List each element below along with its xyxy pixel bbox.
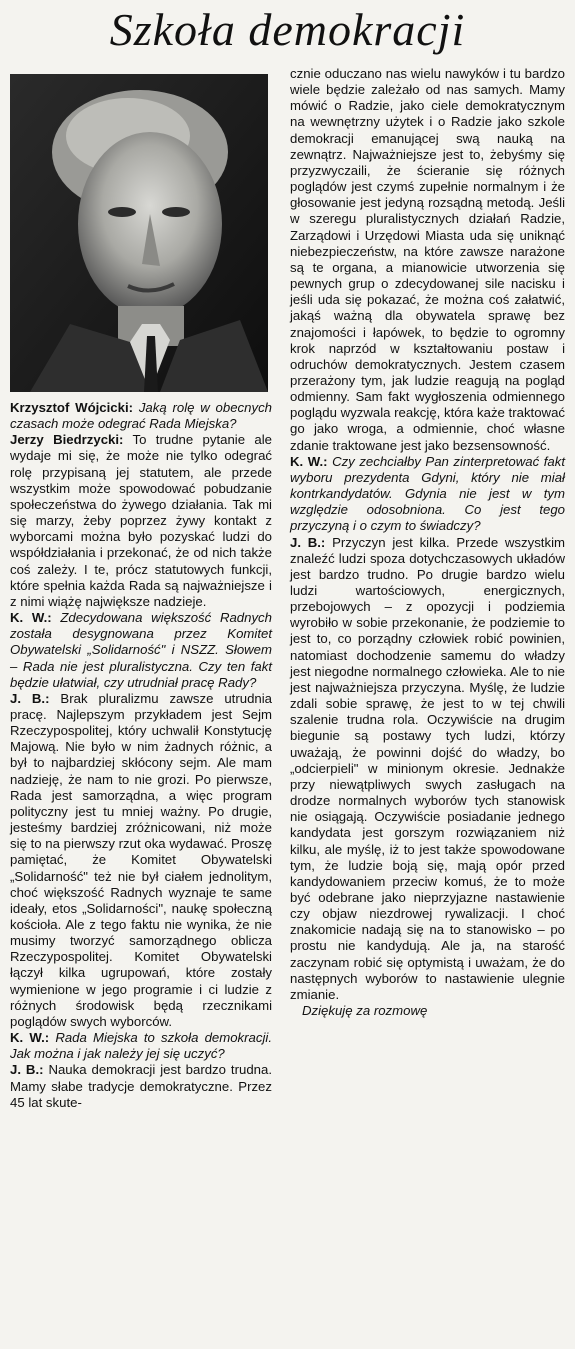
- speaker-label: J. B.:: [10, 690, 50, 706]
- interview-paragraph: [10, 1030, 272, 1062]
- article-column-right: [290, 66, 565, 1019]
- interview-paragraph: [10, 400, 272, 432]
- speaker-label: K. W.:: [290, 453, 328, 469]
- portrait-illustration: [10, 74, 268, 392]
- speaker-label: K. W.:: [10, 1030, 50, 1046]
- interview-answer: Brak pluralizmu zawsze utrudnia pracę. Najlepszym przykładem jest Sejm Rzeczypospolitej, który uchwalił Konstytucję Majową. Nie było w nim żadnych różnic, a był to najbardziej skłócony sejm. Ale mam nadzieję, że nam to nie grozi. Po pierwsze, Rada jest samorządna, a więc program polityczny jest tu mniej ważny. Po drugie, jesteśmy bardziej zróżnicowani, niż może się to na pierwszy rzut oka wydawać. Proszę pamiętać, że Komitet Obywatelski „Solidarność" też nie był ciałem jednolitym, choć większość Radnych wyznaje te same ideały, etos „Solidarności", naukę społeczną kościoła. Ale z tego faktu nie wynika, że nie musimy tworzyć samorządnego oblicza Rzeczypospolitej. Komitet Obywatelski łączył kilka ugrupowań, które zostały wymienione w jego programie i ci ludzie z różnych środowisk będą rzecznikami poglądów swych wyborców.: [10, 690, 272, 1029]
- interview-paragraph: [10, 691, 272, 1030]
- speaker-label: J. B.:: [290, 534, 326, 550]
- article-column-left: [10, 400, 272, 1111]
- speaker-label: J. B.:: [10, 1062, 44, 1078]
- closing-thanks: Dziękuję za rozmowę: [302, 1003, 428, 1019]
- speaker-label: Jerzy Biedrzycki:: [10, 432, 124, 448]
- interview-answer: cznie oduczano nas wielu nawyków i tu bardzo wiele będzie zależało od nas samych. Mamy mówić o Radzie, jako ciele demokratycznym na wewnętrzny użytek i o Radzie jako szkole demokracji emanującej swą nauką na zewnątrz. Najważniejsze jest to, żebyśmy się przyzwyczaili, że ścieranie się różnych poglądów jest czymś zupełnie normalnym i że głosowanie jest jedyną rozsądną metodą. Jeśli w szeregu pluralistycznych działań Radzie, Zarządowi i Urzędowi Miasta uda się uniknąć niebezpieczeństw, na które zawsze narażone są te organa, a mianowicie utworzenia się pewnych grup o zdecydowanej sile nacisku i jeśli uda się pokazać, że można coś załatwić, jakąś ważną dla obywatela sprawę bez znajomości i łapówek, to będzie to ogromny krok naprzód w kształtowaniu postaw i odruchów demokratycznych. Jestem czasem przerażony tym, jak ludzie reagują na pogląd odmienny. Sam fakt wygłoszenia odmiennego poglądu wyzwala reakcję, która każe traktować go jako wroga, a odmiennie, choć własne zdanie traktowane jest jako bezsensowność.: [290, 66, 565, 453]
- interview-paragraph: [290, 454, 565, 535]
- interview-answer: Nauka demokracji jest bardzo trudna. Mamy słabe tradycje demokratyczne. Przez 45 lat skute-: [10, 1062, 272, 1110]
- speaker-label: K. W.:: [10, 610, 52, 626]
- interview-paragraph: [10, 1062, 272, 1110]
- article-title: Szkoła demokracji: [109, 4, 466, 55]
- interview-question: Zdecydowana większość Radnych została desygnowana przez Komitet Obywatelski „Solidarność" i NSZZ. Słowem – Rada nie jest pluralistyczna. Czy ten fakt będzie ułatwiał, czy utrudniał pracę Rady?: [10, 610, 272, 690]
- interview-paragraph: [290, 535, 565, 1004]
- interview-paragraph: [10, 432, 272, 610]
- speaker-label: Krzysztof Wójcicki:: [10, 400, 134, 415]
- interview-answer: To trudne pytanie ale wydaje mi się, że może nie tylko odegrać rolę przypisaną jej statutem, ale przede wszystkim może spowodować pobudzanie społeczeństwa do żywego działania. Tak mi się marzy, żeby poprzez żywy kontakt z wyborcami można było pozyskać ludzi do współdziałania i przekonać, że od nich także coś zależy. I te, prócz statutowych funkcji, które spełnia każda Rada są najważniejsze i z nimi wiążę największe nadzieje.: [10, 432, 272, 609]
- interview-question: Rada Miejska to szkoła demokracji. Jak można i jak należy jej się uczyć?: [10, 1030, 272, 1062]
- interview-paragraph: [290, 66, 565, 454]
- interview-question: Jaką rolę w obecnych czasach może odegrać Rada Miejska?: [10, 400, 272, 432]
- portrait-photo: [10, 74, 268, 392]
- interview-answer: Przyczyn jest kilka. Przede wszystkim znaleźć ludzi spoza dotychczasowych układów jest bardzo trudno. Po drugie bardzo wielu ludzi wartościowych, energicznych, przebojowych – z opozycji i podziemia wyrobiło w sobie przekonanie, że podziemie to jest to, co porządny człowiek robić powinien, natomiast dochodzenie samemu do władzy jest niegodne normalnego człowieka. Ale to nie jest najważniejsza przyczyna. Myślę, że ludzie zdali sobie sprawę, że jest to w tej chwili szalenie trudna rola. Oczywiście na drugim biegunie są postawy tych ludzi, którzy uważają, że powinni dojść do władzy, bo „odcierpieli" w minionym okresie. Jednakże przy niewątpliwych swych zasługach na drodze normalnych wyborów tych stanowisk nie osiągają. Oczywiście posiadanie jednego kandydata jest gorszym rozwiązaniem niż kilku, ale myślę, iż to jest także spowodowane tym, że ludzie boją się, mają opór przed kandydowaniem przeciw komuś, że to może być odebrane jako nieprzyjazne nastawienie czy objaw niezdrowej rywalizacji. I choć znakomicie nadają się na to stanowisko – po prostu nie kandydują. Ale ja, na starość zaczynam robić się optymistą i uważam, że do następnych wyborów to nastawienie ulegnie zmianie.: [290, 534, 565, 1002]
- interview-question: Czy zechciałby Pan zinterpretować fakt wyboru prezydenta Gdyni, który nie miał kontrkandydatów. Gdynia nie jest w tym względzie odosobniona. Co jest tego przyczyną i o czym to świadczy?: [290, 453, 565, 534]
- interview-paragraph: [10, 610, 272, 691]
